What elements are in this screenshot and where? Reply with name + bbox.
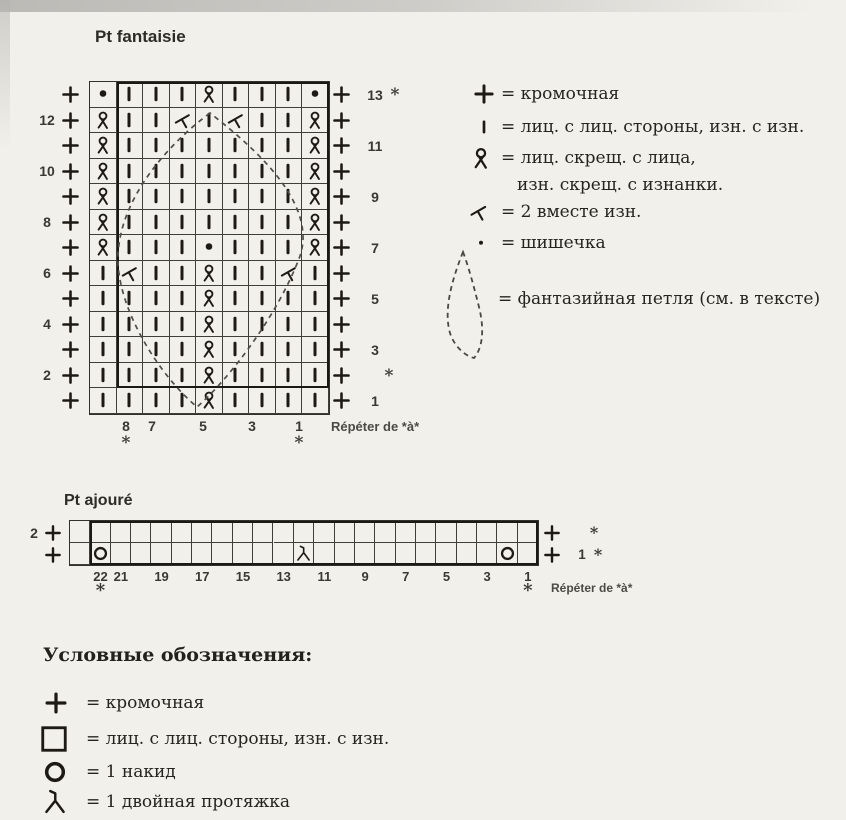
selvedge-cross-icon xyxy=(61,366,80,385)
row-number: 12 xyxy=(39,112,55,128)
column-number: 19 xyxy=(154,569,169,584)
legend-text: = шишечка xyxy=(501,233,606,253)
selvedge-cross-icon xyxy=(332,340,351,359)
purl-two-together-icon xyxy=(468,202,489,223)
selvedge-cross-icon xyxy=(61,340,80,359)
column-number: 3 xyxy=(248,418,256,434)
legend-symbol xyxy=(39,724,69,754)
selvedge-cross-icon xyxy=(332,85,351,104)
legend-text: = лиц. с лиц. стороны, изн. с изн. xyxy=(501,117,805,137)
repeat-asterisk: * xyxy=(390,85,400,105)
selvedge-cross-icon xyxy=(44,546,62,564)
selvedge-cross-icon xyxy=(332,238,351,257)
legend-text: = 1 двойная протяжка xyxy=(86,792,291,812)
selvedge-cross-icon xyxy=(61,213,80,232)
selvedge-cross-icon xyxy=(61,85,80,104)
selvedge-cross-icon xyxy=(332,187,351,206)
legend-symbol xyxy=(475,118,493,136)
row-number: 10 xyxy=(39,163,55,179)
selvedge-cross-icon xyxy=(332,238,351,257)
selvedge-cross-icon xyxy=(61,136,80,155)
selvedge-cross-icon xyxy=(44,546,62,564)
selvedge-cross-icon xyxy=(332,366,351,385)
vertical-bar-knit-icon xyxy=(475,118,493,136)
selvedge-cross-icon xyxy=(61,391,80,410)
row-number: 6 xyxy=(43,265,51,281)
legend-symbol xyxy=(469,146,493,170)
selvedge-cross-icon xyxy=(543,524,561,542)
scan-artifact-top-band xyxy=(0,0,846,12)
selvedge-cross-icon xyxy=(61,289,80,308)
legend-symbol xyxy=(44,691,68,715)
column-number: 13 xyxy=(276,569,291,584)
legend-text: = кромочная xyxy=(86,693,205,713)
selvedge-cross-icon xyxy=(44,524,62,542)
selvedge-cross-icon xyxy=(543,524,561,542)
column-number: 15 xyxy=(235,569,251,584)
selvedge-cross-icon xyxy=(61,187,80,206)
selvedge-cross-icon xyxy=(61,315,80,334)
legend-text: = кромочная xyxy=(501,84,620,104)
selvedge-cross-icon xyxy=(61,340,80,359)
bobble-dot-icon xyxy=(475,237,487,249)
row-number: 2 xyxy=(43,367,51,383)
selvedge-cross-icon xyxy=(61,136,80,155)
legend-text: = фантазийная петля (см. в тексте) xyxy=(498,289,821,309)
selvedge-cross-icon xyxy=(332,213,351,232)
selvedge-cross-icon xyxy=(543,546,561,564)
legend-text: = лиц. скрещ. с лица, xyxy=(501,148,696,168)
column-number: 7 xyxy=(402,569,410,584)
legend-symbol xyxy=(468,202,489,223)
column-number: 8 xyxy=(122,418,130,434)
selvedge-cross-icon xyxy=(61,264,80,283)
selvedge-cross-icon xyxy=(332,213,351,232)
selvedge-cross-icon xyxy=(332,264,351,283)
selvedge-cross-icon xyxy=(332,289,351,308)
ajoure-repeat-note: Répéter de *à* xyxy=(551,581,633,595)
row-number: 11 xyxy=(367,137,383,154)
selvedge-cross-icon xyxy=(61,213,80,232)
selvedge-cross-icon xyxy=(61,264,80,283)
repeat-asterisk: * xyxy=(95,580,106,601)
column-number: 21 xyxy=(113,569,129,584)
selvedge-cross-icon xyxy=(61,162,80,181)
selvedge-cross-icon xyxy=(473,83,495,105)
selvedge-cross-icon xyxy=(332,162,351,181)
empty-square-knit-icon xyxy=(39,724,69,754)
column-number: 22 xyxy=(93,569,108,584)
repeat-box xyxy=(90,521,538,565)
column-number: 7 xyxy=(148,418,156,434)
legend-symbol xyxy=(473,83,495,105)
ajoure-title: Pt ajouré xyxy=(64,492,133,509)
selvedge-cross-icon xyxy=(44,691,68,715)
legend-symbol xyxy=(475,237,487,249)
row-number: 7 xyxy=(371,239,379,256)
selvedge-cross-icon xyxy=(44,524,62,542)
column-number: 5 xyxy=(199,418,207,434)
column-number: 1 xyxy=(295,418,303,434)
legend-text: = 1 накид xyxy=(86,762,176,782)
legend-text: = лиц. с лиц. стороны, изн. с изн. xyxy=(86,729,390,749)
column-number: 3 xyxy=(483,569,491,584)
column-number: 17 xyxy=(195,569,210,584)
selvedge-cross-icon xyxy=(332,111,351,130)
selvedge-cross-icon xyxy=(332,289,351,308)
selvedge-cross-icon xyxy=(61,111,80,130)
column-number: 1 xyxy=(524,569,532,584)
repeat-asterisk: * xyxy=(589,522,599,542)
selvedge-cross-icon xyxy=(332,315,351,334)
selvedge-cross-icon xyxy=(332,340,351,359)
double-decrease-lambda-icon xyxy=(42,789,68,815)
legend-symbol xyxy=(42,789,68,815)
selvedge-cross-icon xyxy=(61,238,80,257)
legend-text: = 2 вместе изн. xyxy=(501,202,642,222)
column-number: 9 xyxy=(361,569,369,584)
selvedge-cross-icon xyxy=(332,111,351,130)
legend-symbol xyxy=(42,759,68,785)
selvedge-cross-icon xyxy=(61,289,80,308)
repeat-asterisk: * xyxy=(294,433,304,453)
column-number: 5 xyxy=(442,569,451,584)
column-number: 11 xyxy=(317,569,332,584)
selvedge-cross-icon xyxy=(332,264,351,283)
selvedge-cross-icon xyxy=(332,162,351,181)
selvedge-cross-icon xyxy=(332,391,351,410)
selvedge-cross-icon xyxy=(61,85,80,104)
row-number: 1 xyxy=(371,392,379,409)
row-number: 9 xyxy=(371,188,379,205)
fantaisie-title: Pt fantaisie xyxy=(95,27,186,46)
bottom-legend-title: Условные обозначения: xyxy=(43,644,313,666)
selvedge-cross-icon xyxy=(332,85,351,104)
selvedge-cross-icon xyxy=(332,315,351,334)
selvedge-cross-icon xyxy=(332,391,351,410)
selvedge-cross-icon xyxy=(61,111,80,130)
row-number: 4 xyxy=(43,316,51,332)
repeat-asterisk: * xyxy=(384,366,394,386)
selvedge-cross-icon xyxy=(543,546,561,564)
selvedge-cross-icon xyxy=(61,187,80,206)
repeat-asterisk: * xyxy=(121,433,131,453)
repeat-box xyxy=(117,82,329,388)
selvedge-cross-icon xyxy=(61,162,80,181)
selvedge-cross-icon xyxy=(332,366,351,385)
selvedge-cross-icon xyxy=(61,315,80,334)
row-number: 8 xyxy=(43,214,51,230)
row-number: 13 xyxy=(367,86,383,103)
row-number: 3 xyxy=(371,341,379,358)
selvedge-cross-icon xyxy=(61,366,80,385)
repeat-asterisk: * xyxy=(593,544,603,564)
repeat-asterisk: * xyxy=(523,580,533,601)
selvedge-cross-icon xyxy=(61,238,80,257)
row-number: 1 xyxy=(578,546,586,562)
yarn-over-circle-icon xyxy=(42,759,68,785)
legend-text: изн. скрещ. с изнанки. xyxy=(517,175,724,195)
row-number: 5 xyxy=(371,290,379,307)
scan-artifact-left-band xyxy=(0,0,10,150)
twisted-stitch-loop-icon xyxy=(469,146,493,170)
row-number: 2 xyxy=(30,524,38,541)
selvedge-cross-icon xyxy=(332,136,351,155)
selvedge-cross-icon xyxy=(61,391,80,410)
selvedge-cross-icon xyxy=(332,136,351,155)
selvedge-cross-icon xyxy=(332,187,351,206)
fantaisie-repeat-note: Répéter de *à* xyxy=(331,419,420,434)
